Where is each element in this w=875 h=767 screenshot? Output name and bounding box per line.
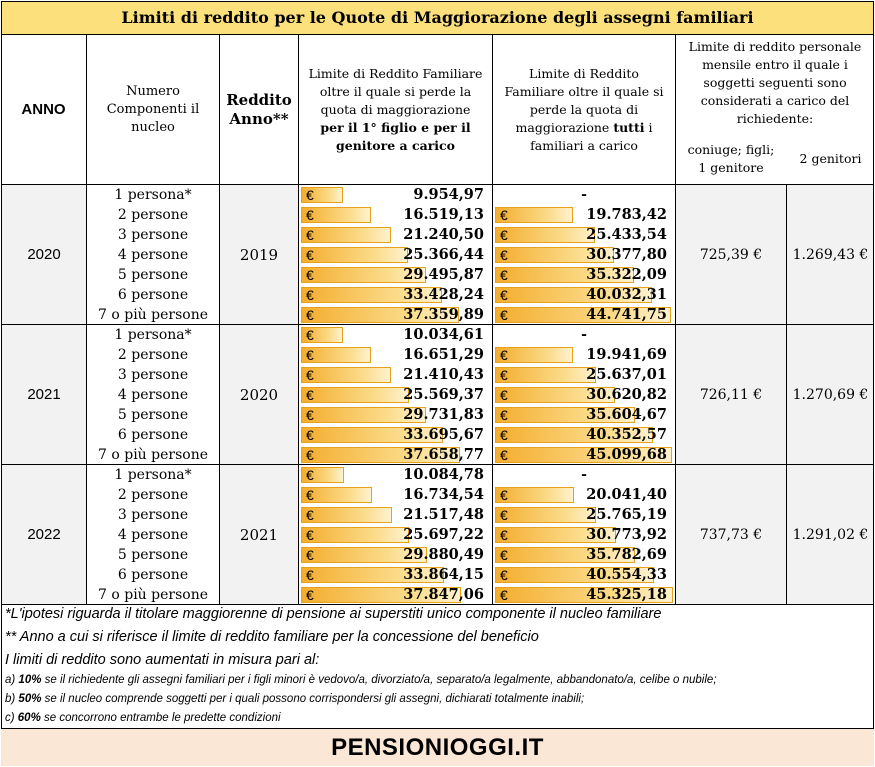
income-limit-first-child <box>299 285 492 305</box>
grid-line <box>492 34 493 605</box>
grid-line <box>1 464 874 465</box>
euro-symbol: € <box>306 267 314 283</box>
income-limit-all-family <box>493 405 675 425</box>
income-value: 40.554,33 <box>586 566 667 583</box>
reddito-year-cell: 2021 <box>220 465 298 604</box>
euro-symbol: € <box>306 467 314 483</box>
note-c <box>5 712 281 724</box>
household-size-label: 4 persone <box>117 527 189 543</box>
income-value: 9.954,97 <box>413 186 484 203</box>
note-double-asterisk: ** Anno a cui si riferisce il limite di reddito familiare per la concessione del beneficio <box>5 629 539 645</box>
euro-symbol: € <box>500 287 508 303</box>
euro-symbol: € <box>500 227 508 243</box>
empty-value: - <box>581 187 587 203</box>
income-limit-first-child <box>299 245 492 265</box>
euro-symbol: € <box>500 587 508 603</box>
grid-line <box>1 324 874 325</box>
data-bar <box>301 527 409 543</box>
euro-symbol: € <box>306 187 314 203</box>
household-size-label: 2 persone <box>117 487 189 503</box>
income-value: 40.032,31 <box>586 286 667 303</box>
footer-brand-text: PENSIONIOGGI.IT <box>331 733 544 761</box>
income-value: 25.433,54 <box>586 226 667 243</box>
income-value: 19.783,42 <box>586 206 667 223</box>
income-value: 21.410,43 <box>403 366 484 383</box>
income-value: 30.377,80 <box>586 246 667 263</box>
household-size-label: 5 persone <box>117 547 189 563</box>
header-col1-bold: per il 1° figlio e per il genitore a carico <box>320 119 471 153</box>
income-value: 20.041,40 <box>586 486 667 503</box>
header-limit-all-family <box>493 35 675 184</box>
data-bar <box>301 367 391 383</box>
income-value: 40.352,57 <box>586 426 667 443</box>
note-b-pct: 50% <box>18 693 42 705</box>
euro-symbol: € <box>500 527 508 543</box>
euro-symbol: € <box>306 527 314 543</box>
income-value: 33.695,67 <box>403 426 484 443</box>
euro-symbol: € <box>500 307 508 323</box>
euro-symbol: € <box>500 267 508 283</box>
income-limit-all-family <box>493 525 675 545</box>
note-b <box>5 693 584 705</box>
reddito-year-cell: 2019 <box>220 185 298 324</box>
header-col2-post: i familiari a carico <box>530 119 653 153</box>
euro-symbol: € <box>500 407 508 423</box>
income-limit-all-family <box>493 425 675 445</box>
household-size-label: 3 persone <box>117 227 189 243</box>
euro-symbol: € <box>500 427 508 443</box>
income-value: 33.864,15 <box>403 566 484 583</box>
note-asterisk: *L'ipotesi riguarda il titolare maggiorenne di pensione ai superstiti unico componente il nucleo familiare <box>5 606 662 622</box>
household-size-label: 3 persone <box>117 507 189 523</box>
euro-symbol: € <box>500 387 508 403</box>
income-value: 44.741,75 <box>586 306 667 323</box>
data-bar <box>301 507 392 523</box>
income-limit-all-family <box>493 305 675 325</box>
income-value: 19.941,69 <box>586 346 667 363</box>
income-value: 25.765,19 <box>586 506 667 523</box>
note-a-pct: 10% <box>18 674 42 686</box>
euro-symbol: € <box>306 247 314 263</box>
grid-line <box>219 34 220 605</box>
euro-symbol: € <box>500 447 508 463</box>
income-value: 35.604,67 <box>586 406 667 423</box>
grid-line <box>1 604 874 605</box>
income-limit-first-child <box>299 485 492 505</box>
euro-symbol: € <box>500 207 508 223</box>
income-value: 37.359,89 <box>403 306 484 323</box>
household-size-label: 2 persone <box>117 347 189 363</box>
income-limit-all-family <box>493 465 675 485</box>
income-limit-first-child <box>299 205 492 225</box>
household-size-label: 6 persone <box>117 427 189 443</box>
note-c-pct: 60% <box>17 712 41 724</box>
income-limit-first-child <box>299 445 492 465</box>
grid-line <box>873 1 874 766</box>
note-c-prefix: c) <box>5 712 18 724</box>
euro-symbol: € <box>306 387 314 403</box>
household-size-label: 6 persone <box>117 567 189 583</box>
header-anno <box>1 35 86 184</box>
note-increase-intro <box>5 652 319 668</box>
header-limit-all-family-text <box>499 65 669 155</box>
income-value: 35.322,09 <box>586 266 667 283</box>
income-limit-first-child <box>299 565 492 585</box>
grid-line <box>786 184 787 605</box>
income-limit-all-family <box>493 345 675 365</box>
year-cell: 2021 <box>2 325 86 464</box>
euro-symbol: € <box>500 487 508 503</box>
income-limit-all-family <box>493 205 675 225</box>
income-limit-all-family <box>493 225 675 245</box>
income-limit-all-family <box>493 585 675 605</box>
income-limit-first-child <box>299 405 492 425</box>
data-bar <box>495 227 595 243</box>
euro-symbol: € <box>500 247 508 263</box>
table-title <box>1 1 874 34</box>
note-a <box>5 674 717 686</box>
year-cell: 2020 <box>2 185 86 324</box>
income-limit-first-child <box>299 465 492 485</box>
header-col2-pre: Limite di Reddito Familiare oltre il quale si perde la quota di maggiorazione <box>504 65 664 135</box>
euro-symbol: € <box>306 427 314 443</box>
data-bar <box>495 367 596 383</box>
grid-line <box>298 34 299 605</box>
monthly-limit-coniuge: 726,11 € <box>676 325 786 464</box>
grid-line <box>1 1 874 2</box>
euro-symbol: € <box>500 567 508 583</box>
income-limit-all-family <box>493 285 675 305</box>
income-limit-all-family <box>493 185 675 205</box>
monthly-limit-coniuge: 725,39 € <box>676 185 786 324</box>
income-value: 37.658,77 <box>403 446 484 463</box>
grid-line <box>86 34 87 605</box>
income-limit-all-family <box>493 505 675 525</box>
household-size-label: 3 persone <box>117 367 189 383</box>
income-limit-first-child <box>299 585 492 605</box>
title-text: Limiti di reddito per le Quote di Maggiorazione degli assegni familiari <box>121 8 754 27</box>
empty-value: - <box>581 327 587 343</box>
income-value: 35.782,69 <box>586 546 667 563</box>
income-limit-all-family <box>493 485 675 505</box>
income-value: 29.880,49 <box>403 546 484 563</box>
euro-symbol: € <box>306 367 314 383</box>
euro-symbol: € <box>306 547 314 563</box>
euro-symbol: € <box>306 407 314 423</box>
euro-symbol: € <box>306 227 314 243</box>
household-size-label: 7 o più persone <box>98 587 208 603</box>
header-reddito-anno <box>220 35 298 184</box>
income-limit-first-child <box>299 265 492 285</box>
income-value: 21.240,50 <box>403 226 484 243</box>
income-value: 37.847,06 <box>403 586 484 603</box>
euro-symbol: € <box>306 447 314 463</box>
note-b-text: se il nucleo comprende soggetti per i quali possono corrispondersi gli assegni, dichiarati totalmente inabili; <box>41 693 585 705</box>
header-col1-pre: Limite di Reddito Familiare oltre il quale si perde la quota di maggiorazione <box>308 65 483 117</box>
income-limit-first-child <box>299 505 492 525</box>
monthly-limit-2-genitori: 1.269,43 € <box>787 185 874 324</box>
header-personal-limit <box>676 41 874 125</box>
income-limit-all-family <box>493 325 675 345</box>
header-personal-limit-text: Limite di reddito personale mensile entro il quale i soggetti seguenti sono considerati a carico del richiedente: <box>688 41 862 125</box>
income-limit-first-child <box>299 425 492 445</box>
footer-brand <box>1 729 874 766</box>
monthly-limit-2-genitori: 1.270,69 € <box>787 325 874 464</box>
household-size-label: 1 persona* <box>114 467 192 483</box>
income-value: 25.366,44 <box>403 246 484 263</box>
income-limit-all-family <box>493 245 675 265</box>
income-value: 16.734,54 <box>403 486 484 503</box>
household-size-label: 5 persone <box>117 407 189 423</box>
note-increase-intro-text: I limiti di reddito sono aumentati in misura pari al: <box>5 652 320 668</box>
income-limit-first-child <box>299 325 492 345</box>
income-value: 25.697,22 <box>403 526 484 543</box>
income-limit-all-family <box>493 545 675 565</box>
header-sub-coniuge-text: coniuge; figli; 1 genitore <box>687 142 775 175</box>
header-col2-bold: tutti <box>613 119 645 135</box>
income-value: 29.495,87 <box>403 266 484 283</box>
household-size-label: 5 persone <box>117 267 189 283</box>
income-limit-first-child <box>299 545 492 565</box>
income-value: 45.325,18 <box>586 586 667 603</box>
note-c-text: se concorrono entrambe le predette condizioni <box>40 712 281 724</box>
euro-symbol: € <box>306 587 314 603</box>
euro-symbol: € <box>306 287 314 303</box>
reddito-year-cell: 2020 <box>220 325 298 464</box>
euro-symbol: € <box>500 367 508 383</box>
household-size-label: 4 persone <box>117 387 189 403</box>
header-componenti <box>87 35 219 184</box>
year-cell: 2022 <box>2 465 86 604</box>
income-limit-all-family <box>493 365 675 385</box>
income-limit-first-child <box>299 225 492 245</box>
household-size-label: 1 persona* <box>114 327 192 343</box>
header-sub-genitori <box>787 137 874 181</box>
income-value: 21.517,48 <box>403 506 484 523</box>
income-limit-all-family <box>493 445 675 465</box>
document <box>1 1 874 766</box>
euro-symbol: € <box>306 207 314 223</box>
euro-symbol: € <box>306 567 314 583</box>
income-value: 10.084,78 <box>403 466 484 483</box>
household-size-label: 2 persone <box>117 207 189 223</box>
data-bar <box>301 247 408 263</box>
income-limit-all-family <box>493 385 675 405</box>
income-limit-all-family <box>493 265 675 285</box>
note-a-text: se il richiedente gli assegni familiari per i figli minori è vedovo/a, divorziato/a, separato/a legalmente, abbandonato/a, celibe o nubile; <box>41 674 717 686</box>
data-bar <box>301 227 391 243</box>
income-value: 10.034,61 <box>403 326 484 343</box>
income-value: 25.569,37 <box>403 386 484 403</box>
empty-value: - <box>581 467 587 483</box>
grid-line <box>1 184 874 185</box>
income-value: 25.637,01 <box>586 366 667 383</box>
data-bar <box>495 507 596 523</box>
euro-symbol: € <box>306 327 314 343</box>
euro-symbol: € <box>306 487 314 503</box>
grid-line <box>675 34 676 605</box>
note-b-prefix: b) <box>5 693 19 705</box>
income-value: 29.731,83 <box>403 406 484 423</box>
euro-symbol: € <box>500 507 508 523</box>
note-a-prefix: a) <box>5 674 19 686</box>
income-value: 30.773,92 <box>586 526 667 543</box>
income-value: 16.651,29 <box>403 346 484 363</box>
income-value: 45.099,68 <box>586 446 667 463</box>
income-limit-first-child <box>299 185 492 205</box>
header-sub-coniuge <box>676 137 786 181</box>
header-componenti-text: Numero Componenti il nucleo <box>106 83 200 135</box>
header-anno-text: ANNO <box>21 101 66 118</box>
household-size-label: 4 persone <box>117 247 189 263</box>
euro-symbol: € <box>306 307 314 323</box>
euro-symbol: € <box>500 547 508 563</box>
income-limit-all-family <box>493 565 675 585</box>
header-limit-first-child <box>299 35 492 184</box>
household-size-label: 7 o più persone <box>98 447 208 463</box>
euro-symbol: € <box>306 507 314 523</box>
grid-line <box>1 34 874 35</box>
income-limit-first-child <box>299 385 492 405</box>
income-value: 16.519,13 <box>403 206 484 223</box>
euro-symbol: € <box>306 347 314 363</box>
header-reddito-anno-text: Reddito Anno** <box>226 90 292 128</box>
header-limit-first-child-text <box>307 65 484 155</box>
monthly-limit-coniuge: 737,73 € <box>676 465 786 604</box>
income-limit-first-child <box>299 365 492 385</box>
grid-line <box>1 1 2 766</box>
data-bar <box>301 387 409 403</box>
income-limit-first-child <box>299 345 492 365</box>
income-limit-first-child <box>299 525 492 545</box>
income-value: 33.428,24 <box>403 286 484 303</box>
household-size-label: 6 persone <box>117 287 189 303</box>
header-sub-genitori-text: 2 genitori <box>799 151 862 166</box>
income-value: 30.620,82 <box>586 386 667 403</box>
household-size-label: 1 persona* <box>114 187 192 203</box>
euro-symbol: € <box>500 347 508 363</box>
household-size-label: 7 o più persone <box>98 307 208 323</box>
monthly-limit-2-genitori: 1.291,02 € <box>787 465 874 604</box>
income-limit-first-child <box>299 305 492 325</box>
